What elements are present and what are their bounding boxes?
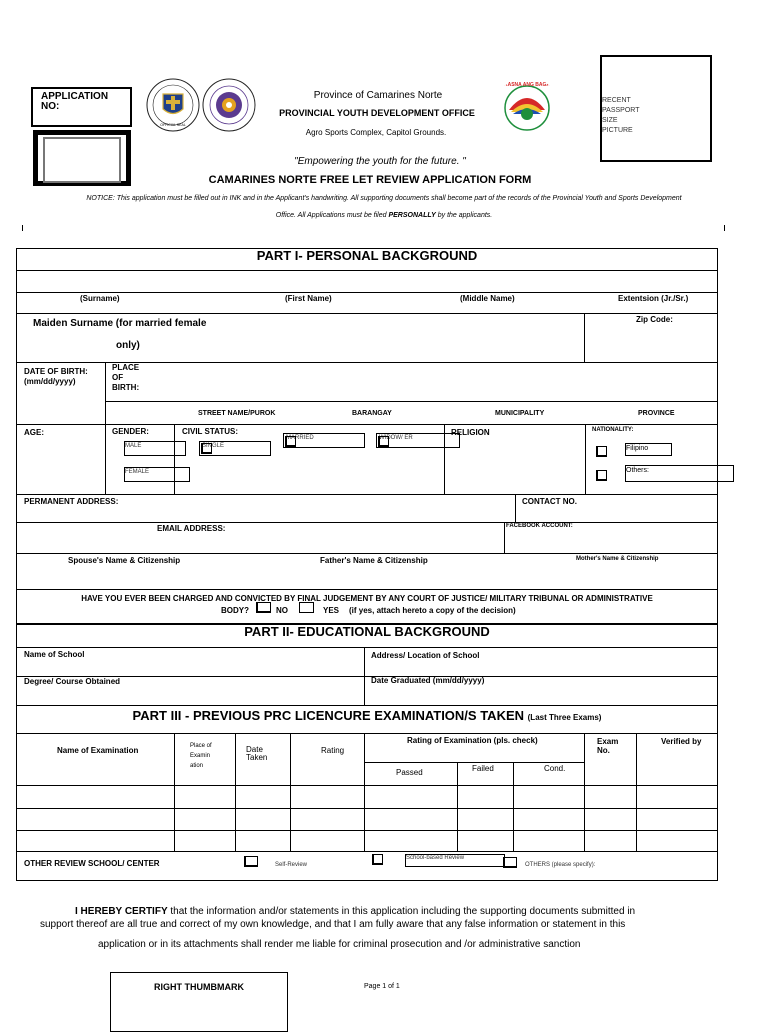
filipino-checkbox[interactable] bbox=[596, 446, 607, 457]
extension-label: Extentsion (Jr./Sr.) bbox=[618, 294, 689, 303]
application-no-label: APPLICATION NO: bbox=[41, 91, 109, 112]
svg-text:OFFICIAL SEAL: OFFICIAL SEAL bbox=[160, 123, 186, 127]
province-label: PROVINCE bbox=[638, 410, 675, 417]
spouse-label: Spouse's Name & Citizenship bbox=[68, 556, 181, 565]
gender-label: GENDER: bbox=[112, 427, 149, 436]
age-label: AGE: bbox=[24, 428, 44, 437]
others-option-box[interactable] bbox=[625, 465, 734, 482]
others-option-label: Others: bbox=[626, 467, 649, 474]
tagline: "Empowering the youth for the future. " bbox=[294, 156, 466, 167]
other-review-label: OTHER REVIEW SCHOOL/ CENTER bbox=[24, 859, 160, 868]
self-review-label: Self-Review bbox=[275, 862, 308, 868]
thumbmark-box[interactable] bbox=[110, 972, 288, 1032]
school-address-label: Address/ Location of School bbox=[371, 651, 480, 660]
form-title: CAMARINES NORTE FREE LET REVIEW APPLICATION FORM bbox=[208, 174, 532, 186]
black-frame-box bbox=[33, 130, 131, 186]
school-based-checkbox[interactable] bbox=[372, 854, 383, 865]
office-name: PROVINCIAL YOUTH DEVELOPMENT OFFICE bbox=[279, 108, 475, 118]
notice-line-1: NOTICE: This application must be filled out in INK and in the Applicant's handwriting. All supporting documents shall become part of the records of the Provincial Youth and Sports Development bbox=[86, 195, 682, 202]
svg-text:SUKASNA ANG BAGASA: SUKASNA ANG BAGASA bbox=[497, 82, 557, 88]
municipality-label: MUNICIPALITY bbox=[495, 410, 545, 417]
charged-yes-checkbox[interactable] bbox=[299, 602, 314, 613]
school-based-label: School-based Review bbox=[406, 855, 465, 861]
certify-line-2: support thereof are all true and correct of my own knowledge, and that I am fully aware that any false information or statement in this bbox=[40, 919, 626, 930]
first-name-label: (First Name) bbox=[285, 294, 332, 303]
barangay-label: BARANGAY bbox=[352, 410, 392, 417]
male-option-box[interactable] bbox=[124, 441, 186, 456]
provincial-seal-2 bbox=[202, 78, 256, 132]
married-option-label: MARRIED bbox=[286, 435, 314, 441]
facebook-label: FACEBOOK ACCOUNT: bbox=[506, 523, 573, 529]
youth-office-logo bbox=[497, 76, 557, 136]
others-specify-label: OTHERS (please specify): bbox=[525, 862, 596, 868]
surname-label: (Surname) bbox=[80, 294, 120, 303]
father-label: Father's Name & Citizenship bbox=[320, 556, 428, 565]
page-number: Page 1 of 1 bbox=[364, 983, 400, 990]
office-address: Agro Sports Complex, Capitol Grounds. bbox=[305, 128, 447, 137]
thumbmark-label: RIGHT THUMBMARK bbox=[154, 982, 244, 992]
certify-line-1: I HEREBY CERTIFY that the information and/or statements in this application including the supporting documents submitted in bbox=[75, 906, 636, 917]
nationality-label: NATIONALITY: bbox=[592, 427, 634, 433]
charged-no-label: NO bbox=[276, 606, 288, 615]
failed-header: Failed bbox=[472, 764, 494, 773]
exam-no-header: Exam No. bbox=[597, 737, 619, 755]
part1-title: PART I- PERSONAL BACKGROUND bbox=[256, 248, 478, 263]
pob-label: PLACE OF BIRTH: bbox=[112, 363, 140, 392]
part3-title: PART III - PREVIOUS PRC LICENCURE EXAMINATION/S TAKEN (Last Three Exams) bbox=[132, 708, 602, 723]
married-checkbox[interactable] bbox=[285, 436, 296, 447]
degree-label: Degree/ Course Obtained bbox=[24, 677, 121, 686]
zip-code-label: Zip Code: bbox=[636, 315, 673, 324]
dob-label: DATE OF BIRTH: (mm/dd/yyyy) bbox=[24, 367, 88, 386]
email-label: EMAIL ADDRESS: bbox=[157, 524, 226, 533]
verified-by-header: Verified by bbox=[661, 737, 702, 746]
exam-place-header: Place of Examin ation bbox=[190, 743, 212, 769]
charged-yes-label: YES bbox=[323, 606, 340, 615]
province-name: Province of Camarines Norte bbox=[313, 90, 443, 101]
school-label: Name of School bbox=[24, 650, 85, 659]
filipino-option-label: Filipino bbox=[626, 445, 649, 452]
maiden-surname-label-2: only) bbox=[116, 340, 140, 351]
passed-header: Passed bbox=[396, 768, 423, 777]
rating-check-header: Rating of Examination (pls. check) bbox=[407, 736, 538, 745]
religion-label: RELIGION bbox=[451, 428, 490, 437]
notice-line-2: Office. All Applications must be filed PERSONALLY by the applicants. bbox=[275, 212, 493, 219]
passport-photo-caption: RECENT PASSPORT SIZE PICTURE bbox=[602, 97, 640, 134]
female-option-label: FEMALE bbox=[125, 469, 150, 475]
charged-no-checkbox[interactable] bbox=[256, 602, 271, 613]
application-no-box[interactable] bbox=[31, 87, 132, 127]
filipino-option-box[interactable] bbox=[625, 443, 672, 456]
widower-option-label: WIDOW/ ER bbox=[379, 435, 413, 441]
certify-line-3: application or in its attachments shall render me liable for criminal prosecution and /or administrative sanction bbox=[98, 939, 581, 950]
female-option-box[interactable] bbox=[124, 467, 190, 482]
charged-body-label: BODY? bbox=[221, 606, 249, 615]
exam-rating-header: Rating bbox=[321, 746, 345, 755]
part2-title: PART II- EDUCATIONAL BACKGROUND bbox=[244, 624, 490, 639]
others-review-checkbox[interactable] bbox=[503, 857, 517, 868]
maiden-surname-label-1: Maiden Surname (for married female bbox=[33, 318, 207, 329]
charged-question: HAVE YOU EVER BEEN CHARGED AND CONVICTED BY FINAL JUDGEMENT BY ANY COURT OF JUSTICE/ MILITARY TRIBUNAL OR ADMINISTRATIVE bbox=[81, 594, 653, 603]
male-option-label: MALE bbox=[125, 443, 142, 449]
exam-date-header: Date Taken bbox=[246, 745, 268, 762]
exam-name-header: Name of Examination bbox=[57, 746, 139, 755]
provincial-seal-1 bbox=[146, 78, 200, 132]
permanent-address-label: PERMANENT ADDRESS: bbox=[24, 497, 119, 506]
cond-header: Cond. bbox=[544, 764, 566, 773]
mother-label: Mother's Name & Citizenship bbox=[576, 556, 659, 562]
middle-name-label: (Middle Name) bbox=[460, 294, 515, 303]
charged-note: (if yes, attach hereto a copy of the decision) bbox=[349, 606, 516, 615]
passport-photo-box[interactable] bbox=[600, 55, 712, 162]
date-graduated-label: Date Graduated (mm/dd/yyyy) bbox=[371, 676, 485, 685]
street-label: STREET NAME/PUROK bbox=[198, 410, 276, 417]
single-option-label: SINGLE bbox=[202, 443, 225, 449]
contact-no-label: CONTACT NO. bbox=[522, 497, 577, 506]
school-based-box[interactable] bbox=[405, 854, 505, 867]
self-review-checkbox[interactable] bbox=[244, 856, 258, 867]
others-checkbox[interactable] bbox=[596, 470, 607, 481]
widower-checkbox[interactable] bbox=[378, 436, 389, 447]
civil-status-label: CIVIL STATUS: bbox=[182, 427, 238, 436]
single-checkbox[interactable] bbox=[201, 443, 212, 454]
